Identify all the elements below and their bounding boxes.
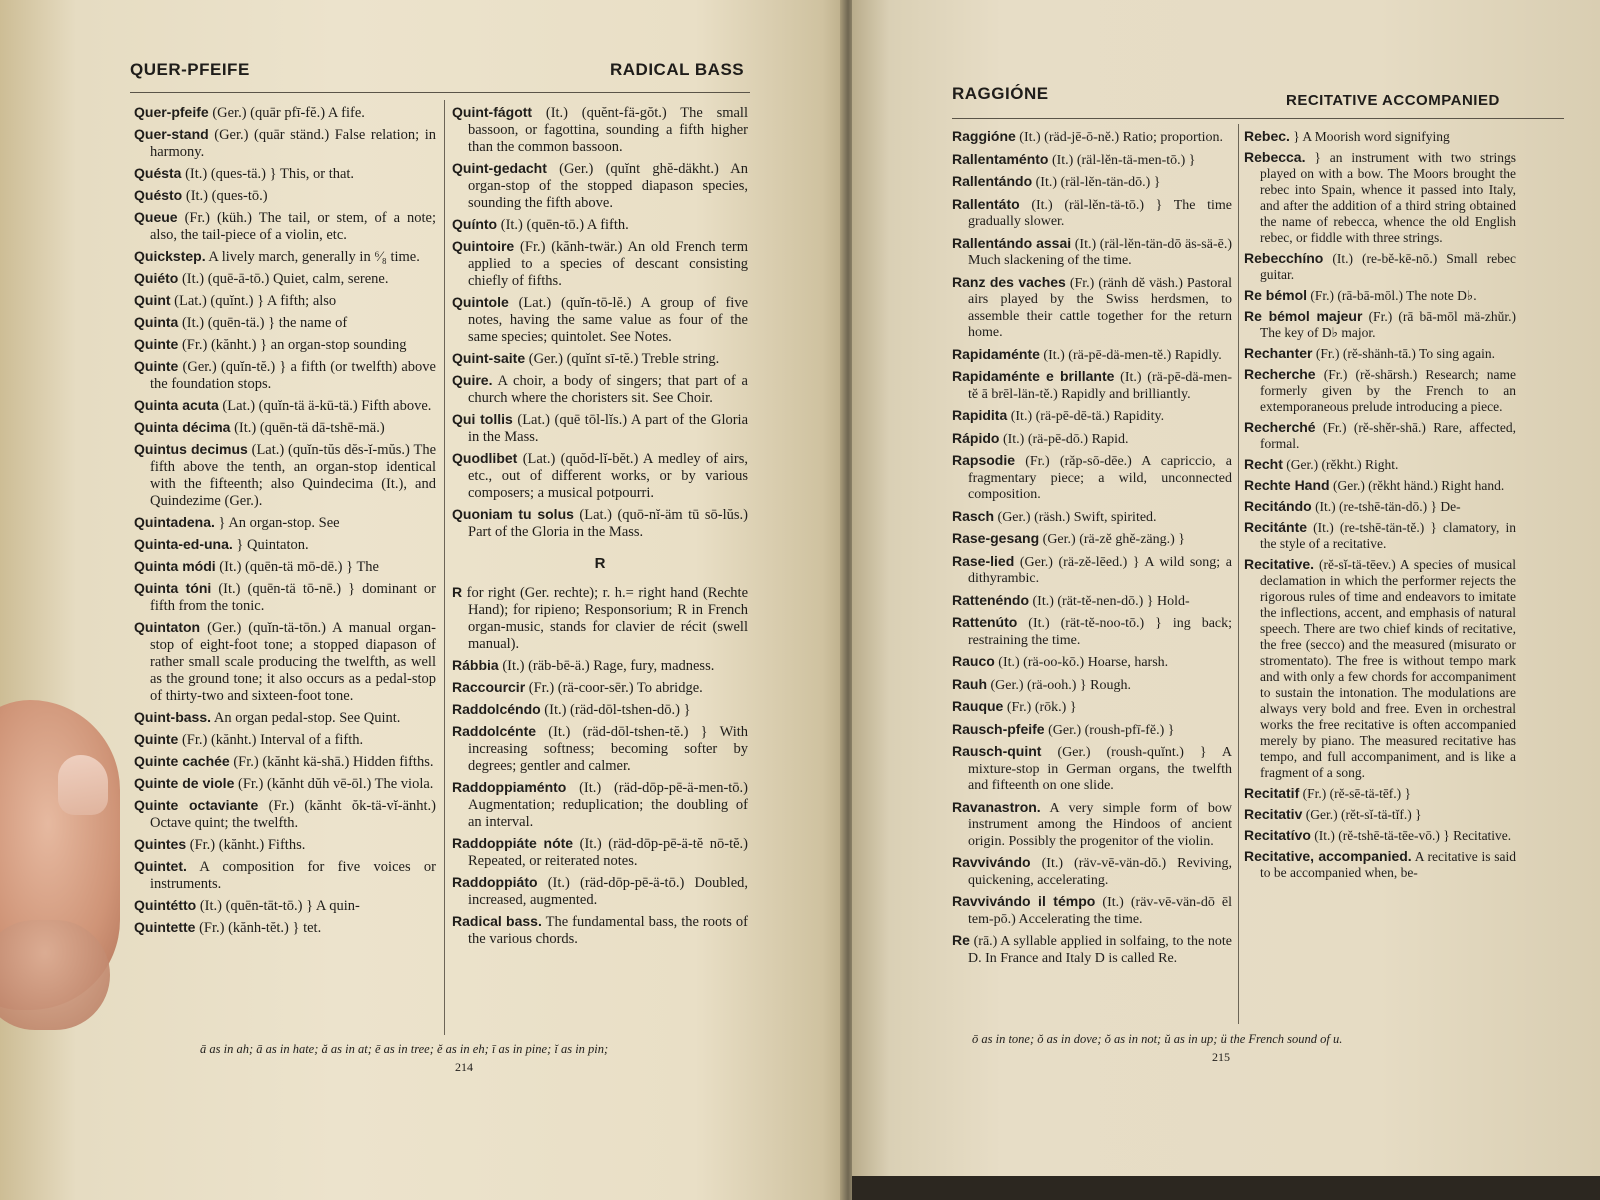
entry-headword: Ravvivándo (952, 854, 1031, 870)
entry-definition: (Ger.) (roush-quĭnt.) } A mixture-stop in German organs, the twelfth and fifteenth on one slide. (968, 745, 1232, 793)
entry-definition: for right (Ger. rechte); r. h.= right hand (Rechte Hand); for ripieno; Responsorium; R in French organ-music, stands for clavier de récit (swell manual). (466, 585, 748, 652)
entry-headword: R (452, 584, 463, 600)
entry-definition: (Lat.) (quĭn-tŭs dĕs-ĭ-mŭs.) The fifth above the tenth, an organ-stop identical with the fifteenth; also Quindecima (It.), and Quindezime (Ger.). (150, 442, 436, 509)
entry-definition: (Lat.) (quĭn-tō-lĕ.) A group of five notes, having the same value as four of the same species; quintolet. See Notes. (468, 295, 748, 345)
entry-headword: Quint-fágott (452, 104, 533, 120)
dictionary-entry (1244, 366, 1516, 415)
dictionary-entry (452, 913, 748, 948)
entry-definition: (Ger.) (quār pfī-fĕ.) A fife. (212, 105, 365, 121)
entry-definition: (Ger.) (rä-zĕ-lēed.) } A wild song; a dithyrambic. (968, 554, 1232, 586)
entry-headword: Quintus decimus (134, 441, 248, 457)
entry-definition: } An organ-stop. See (218, 515, 340, 531)
dictionary-entry (452, 584, 748, 653)
entry-definition: (Lat.) (quĭn-tä ä-kū-tä.) Fifth above. (222, 398, 432, 414)
left-pronunciation-key: ā as in ah; ā as in hate; ă as in at; ē as in tree; ĕ as in eh; ī as in pine; ĭ as in pin; (200, 1042, 609, 1056)
dictionary-entry (952, 173, 1232, 192)
dictionary-entry (952, 151, 1232, 170)
right-column-2 (1244, 128, 1516, 1023)
dictionary-entry (452, 506, 748, 541)
entry-definition: (Fr.) (rōk.) } (1006, 700, 1077, 715)
entry-definition: (Fr.) (răp-sō-dēe.) A capriccio, a fragmentary piece; a wild, unconnected composition. (968, 454, 1232, 502)
entry-definition: (Ger.) (rĕkht händ.) Right hand. (1332, 478, 1505, 493)
entry-headword: Quint-gedacht (452, 160, 547, 176)
entry-definition: (Ger.) (quĭnt sī-tĕ.) Treble string. (528, 351, 720, 367)
dictionary-entry (952, 553, 1232, 588)
entry-headword: Raggióne (952, 128, 1016, 144)
left-column-2 (452, 104, 748, 1034)
left-running-head-left: QUER-PFEIFE (130, 60, 250, 79)
entry-headword: Ravvivándo il témpo (952, 893, 1096, 909)
entry-headword: Quinta tóni (134, 580, 212, 596)
entry-definition: (Ger.) (quĭn-tĕ.) } a fifth (or twelfth) above the foundation stops. (150, 359, 436, 392)
entry-definition: } an instrument with two strings played on with a bow. The Moors brought the rebec into Spain, whence it passed into Italy, and after the addition of a third string obtained the name of rebecca, whence the old English rebec, or fiddle with three strings. (1260, 150, 1516, 245)
dictionary-entry (952, 592, 1232, 611)
entry-definition: (It.) (räl-lĕn-tän-dō.) } (1035, 175, 1161, 190)
entry-definition: (Lat.) (quŏd-lĭ-bĕt.) A medley of airs, etc., out of different works, or by various composers; a musical potpourri. (468, 451, 748, 501)
entry-definition: (It.) (rä-pē-dē-tä.) Rapidity. (1010, 409, 1165, 424)
entry-definition: (Ger.) (rä-ooh.) } Rough. (990, 677, 1131, 693)
entry-headword: Recitative, accompanied. (1244, 848, 1412, 864)
entry-definition: (It.) (quĕnt-fä-gŏt.) The small bassoon, or fagottina, sounding a fifth higher than the common bassoon. (468, 105, 748, 155)
entry-definition: (Fr.) (rĕ-sē-tä-tēf.) } (1302, 786, 1412, 801)
dictionary-entry (952, 854, 1232, 889)
dictionary-entry (452, 160, 748, 212)
entry-definition: (Ger.) (rĕkht.) Right. (1286, 457, 1399, 472)
entry-definition: (Ger.) (quĭn-tä-tōn.) A manual organ-stop of eight-foot tone; a stopped diapason of rather small scale producing the twelfth, as well as the ground tone; it also occurs as a pedal-stop of thirty-two and sixteen-foot tone. (150, 620, 436, 704)
entry-headword: Quer-stand (134, 126, 209, 142)
entry-headword: Recitatif (1244, 785, 1300, 801)
dictionary-entry (952, 676, 1232, 695)
entry-headword: Quire. (452, 372, 493, 388)
dictionary-entry (134, 897, 436, 915)
entry-headword: Quínto (452, 216, 498, 232)
dictionary-entry (452, 874, 748, 909)
entry-headword: Qui tollis (452, 411, 513, 427)
dictionary-entry (452, 679, 748, 697)
entry-definition: (Ger.) (rĕt-sĭ-tä-tĭf.) } (1305, 807, 1422, 822)
entry-definition: (Fr.) (kănh-twär.) An old French term applied to a species of descant consisting chiefly of fifths. (468, 239, 748, 289)
right-column-1 (952, 128, 1232, 1023)
entry-definition: (Fr.) (kănht dŭh vē-ōl.) The viola. (237, 776, 434, 792)
entry-definition: A choir, a body of singers; that part of a church where the choristers sit. See Choir. (468, 373, 748, 406)
entry-definition: (It.) (räb-bē-ä.) Rage, fury, madness. (502, 658, 715, 674)
entry-headword: Recht (1244, 456, 1283, 472)
entry-definition: (Fr.) (kănht ŏk-tä-vĭ-änht.) Octave quint; the twelfth. (150, 798, 436, 831)
entry-headword: Rase-lied (952, 552, 1015, 569)
dictionary-entry (134, 858, 436, 893)
dictionary-entry (1244, 848, 1516, 881)
dictionary-entry (1244, 287, 1516, 304)
entry-headword: Rapidaménte (952, 345, 1040, 362)
dictionary-entry (952, 407, 1232, 426)
entry-headword: Rebec. (1244, 128, 1290, 144)
dictionary-entry (452, 657, 748, 675)
entry-definition: (It.) (rät-tĕ-nen-dō.) } Hold- (1032, 593, 1190, 609)
dictionary-entry (452, 372, 748, 407)
entry-headword: Recherché (1244, 419, 1316, 435)
entry-definition: (Fr.) (rĕ-shänh-tā.) To sing again. (1315, 346, 1495, 361)
dictionary-entry (952, 893, 1232, 928)
dictionary-entry (134, 270, 436, 288)
dictionary-entry (952, 452, 1232, 504)
section-letter: R (594, 555, 606, 572)
entry-definition: (It.) (räd-dōl-tshen-tĕ.) } With increasing softness; becoming softer by degrees; gentler and calmer. (468, 724, 748, 774)
entry-definition: A very simple form of bow instrument among the Hindoos of ancient origin. Possibly the progenitor of the violin. (968, 800, 1232, 849)
entry-definition: (It.) (re-tshē-tän-dō.) } De- (1315, 499, 1461, 514)
entry-headword: Rallentándo assai (952, 234, 1072, 251)
entry-headword: Rauco (952, 653, 995, 669)
entry-definition: (It.) (quēn-tä mō-dē.) } The (219, 559, 379, 575)
entry-headword: Quinte de viole (134, 775, 235, 791)
dictionary-entry (452, 104, 748, 156)
dictionary-entry (452, 835, 748, 870)
entry-headword: Re (952, 932, 970, 948)
dictionary-entry (1244, 456, 1516, 473)
entry-headword: Raddolcénte (452, 723, 537, 739)
entry-headword: Quint-saite (452, 350, 526, 366)
entry-definition: } Quintaton. (236, 537, 309, 553)
dictionary-entry (1244, 498, 1516, 515)
dictionary-entry (1244, 556, 1516, 781)
dictionary-entry (134, 709, 436, 727)
entry-definition: (It.) (rä-pē-dō.) Rapid. (1002, 431, 1129, 447)
entry-definition: (It.) (quēn-tō.) A fifth. (500, 217, 629, 233)
dictionary-entry (1244, 419, 1516, 452)
dictionary-entry (134, 836, 436, 854)
entry-headword: Rattenúto (952, 614, 1018, 630)
dictionary-entry (452, 701, 748, 719)
entry-headword: Quinte octaviante (134, 797, 259, 813)
entry-headword: Rausch-quint (952, 743, 1042, 759)
entry-definition: (Ger.) (rä-zĕ ghĕ-zäng.) } (1042, 532, 1186, 547)
entry-headword: Rábbia (452, 657, 499, 673)
entry-headword: Rallentándo (952, 173, 1033, 189)
entry-definition: (It.) (räl-lĕn-tän-dō äs-sä-ē.) Much slackening of the time. (968, 236, 1232, 268)
dictionary-entry (952, 508, 1232, 527)
dictionary-entry (952, 274, 1232, 342)
entry-headword: Quinta (134, 314, 179, 330)
dictionary-entry (452, 411, 748, 446)
entry-definition: (Fr.) (kănht kä-shā.) Hidden fifths. (233, 754, 434, 770)
dictionary-entry (134, 580, 436, 615)
dictionary-entry (134, 336, 436, 354)
entry-definition: (It.) (räd-dōp-pē-ä-tĕ nō-tĕ.) Repeated, or reiterated notes. (468, 836, 748, 869)
right-pronunciation-key: ō as in tone; ŏ as in dove; ŏ as in not; ŭ as in up; ü the French sound of u. (972, 1032, 1343, 1046)
entry-definition: (It.) (quēn-tä.) } the name of (181, 315, 348, 331)
dictionary-entry (1244, 308, 1516, 341)
dictionary-entry (952, 128, 1232, 147)
dictionary-entry (952, 235, 1232, 270)
entry-headword: Recitatívo (1244, 827, 1311, 843)
thumbnail (58, 755, 108, 815)
dictionary-entry (1244, 250, 1516, 283)
entry-headword: Recitánte (1244, 519, 1308, 535)
right-running-head-left: RAGGIÓNE (952, 84, 1049, 103)
entry-definition: (It.) (rä-oo-kō.) Hoarse, harsh. (998, 655, 1169, 670)
entry-definition: (Fr.) (rä-coor-sēr.) To abridge. (528, 680, 703, 696)
dictionary-entry (452, 294, 748, 346)
entry-headword: Re bémol majeur (1244, 308, 1363, 324)
entry-headword: Quintaton (134, 619, 201, 635)
entry-definition: (It.) (räd-dōl-tshen-dō.) } (544, 702, 691, 718)
entry-definition: (Lat.) (quō-nĭ-äm tū sō-lŭs.) Part of the Gloria in the Mass. (468, 507, 748, 540)
entry-headword: Quickstep. (134, 248, 206, 264)
entry-headword: Quinta décima (134, 419, 231, 435)
entry-definition: (Ger.) (räsh.) Swift, spirited. (997, 509, 1157, 525)
entry-definition: (rā.) A syllable applied in solfaing, to the note D. In France and Italy D is called Re. (968, 934, 1232, 966)
entry-headword: Quint-bass. (134, 709, 212, 725)
entry-definition: (Fr.) (ränh dĕ väsh.) Pastoral airs played by the Swiss herdsmen, to assemble their cattle together for the return home. (968, 275, 1232, 340)
dictionary-entry (134, 165, 436, 183)
entry-headword: Recitative. (1244, 556, 1315, 572)
entry-headword: Recitándo (1244, 498, 1312, 514)
entry-definition: (It.) (quēn-tä dā-tshē-mä.) (234, 420, 385, 436)
entry-headword: Quinta módi (134, 558, 216, 574)
entry-definition: (rĕ-sĭ-tä-tēev.) A species of musical declamation in which the performer rejects the rigorous rules of time and endeavors to imitate the inflections, accent, and emphasis of natural speech. There are two chief kinds of recitative, the free (secco) and the measured (misurato or stromentato). The free is without tempo mark and with only a few chords for accompaniment to sustain the intonation. The modulations are always very bold and free. Even in orchestral works the free recitative is often accompanied merely by piano. The measured recitative has tempo, and full accompaniment, and is like a fragment of a song. (1260, 557, 1516, 780)
entry-headword: Queue (134, 209, 178, 225)
dictionary-entry (1244, 785, 1516, 802)
left-header-rule (130, 92, 750, 93)
entry-headword: Rattenéndo (952, 591, 1029, 608)
entry-headword: Quintette (134, 919, 196, 935)
left-column-divider (444, 100, 445, 1035)
entry-definition: (It.) (räd-dōp-pē-ä-tō.) Doubled, increased, augmented. (468, 875, 748, 908)
dictionary-entry (134, 919, 436, 937)
entry-definition: The fundamental bass, the roots of the various chords. (468, 914, 748, 947)
dictionary-entry (1244, 519, 1516, 552)
entry-headword: Rapidaménte e brillante (952, 368, 1115, 384)
dictionary-entry (134, 536, 436, 554)
right-page (852, 0, 1600, 1176)
entry-headword: Rallentáto (952, 195, 1020, 212)
entry-headword: Rebecchíno (1244, 250, 1324, 266)
entry-headword: Quer-pfeife (134, 104, 209, 120)
entry-definition: (It.) (räv-vē-vän-dō.) Reviving, quickening, accelerating. (968, 856, 1232, 888)
dictionary-entry (134, 209, 436, 244)
entry-definition: (Ger.) (quār ständ.) False relation; in harmony. (150, 127, 436, 160)
entry-headword: Quinte (134, 358, 179, 374)
dictionary-entry (1244, 477, 1516, 494)
entry-definition: (It.) (re-tshē-tän-tĕ.) } clamatory, in the style of a recitative. (1260, 520, 1516, 551)
dictionary-entry (452, 779, 748, 831)
entry-headword: Raccourcir (452, 679, 526, 695)
right-header-rule (952, 118, 1564, 119)
dictionary-entry (952, 932, 1232, 967)
entry-headword: Rasch (952, 507, 995, 524)
entry-definition: (Ger.) (roush-pfī-fĕ.) } (1048, 722, 1175, 738)
entry-definition: (It.) (quēn-tä tō-nē.) } dominant or fifth from the tonic. (150, 581, 436, 614)
entry-headword: Recitativ (1244, 806, 1303, 822)
entry-headword: Quinta-ed-una. (134, 536, 233, 552)
entry-headword: Quinta acuta (134, 397, 219, 413)
dictionary-entry (952, 743, 1232, 795)
left-page-number: 214 (455, 1060, 473, 1074)
entry-definition: (Fr.) (küh.) The tail, or stem, of a note; also, the tail-piece of a violin, etc. (150, 210, 436, 243)
dictionary-entry (134, 104, 436, 122)
entry-definition: (It.) (rä-pē-dä-men-tĕ ā brēl-län-tĕ.) Rapidly and brilliantly. (968, 370, 1232, 402)
dictionary-entry (952, 614, 1232, 649)
entry-headword: Quoniam tu solus (452, 506, 574, 522)
entry-headword: Re bémol (1244, 287, 1308, 303)
entry-definition: (It.) (rä-pē-dä-men-tĕ.) Rapidly. (1043, 347, 1222, 363)
right-running-head-right: RECITATIVE ACCOMPANIED (1286, 92, 1500, 109)
entry-headword: Rase-gesang (952, 530, 1040, 546)
entry-definition: (It.) (ques-tä.) } This, or that. (185, 166, 355, 182)
entry-definition: (Fr.) (kănht.) Fifths. (189, 837, 306, 853)
dictionary-entry (1244, 149, 1516, 246)
entry-definition: (Ger.) (quĭnt ghĕ-däkht.) An organ-stop of the stopped diapason species, sounding the fifth above. (468, 161, 748, 211)
dictionary-entry (452, 450, 748, 502)
entry-headword: Raddoppiáto (452, 874, 538, 890)
right-column-divider (1238, 124, 1239, 1024)
entry-definition: (It.) (räv-vē-vän-dō ēl tem-pō.) Accelerating the time. (968, 895, 1232, 927)
entry-definition: (It.) (rĕ-tshē-tä-tēe-vō.) } Recitative. (1314, 828, 1512, 843)
entry-headword: Quinte (134, 336, 179, 352)
entry-headword: Rápido (952, 429, 1000, 446)
dictionary-entry (952, 196, 1232, 231)
dictionary-entry (952, 430, 1232, 449)
entry-definition: (It.) (rät-tĕ-noo-tō.) } ing back; restraining the time. (968, 616, 1232, 648)
dictionary-entry (134, 731, 436, 749)
entry-headword: Quintoire (452, 238, 515, 254)
dictionary-entry (952, 368, 1232, 403)
entry-headword: Quintadena. (134, 514, 215, 530)
dictionary-entry (952, 653, 1232, 672)
entry-headword: Quodlibet (452, 450, 518, 466)
entry-headword: Quintétto (134, 897, 197, 913)
entry-definition: (Lat.) (quĭnt.) } A fifth; also (174, 293, 337, 309)
dictionary-entry (952, 721, 1232, 740)
entry-headword: Rallentaménto (952, 150, 1049, 167)
dictionary-entry (134, 775, 436, 793)
dictionary-entry (134, 187, 436, 205)
entry-definition: (Fr.) (kănht.) Interval of a fifth. (181, 732, 364, 748)
entry-headword: Quinte cachée (134, 753, 230, 769)
left-column-1 (134, 104, 436, 1034)
dictionary-entry (1244, 827, 1516, 844)
entry-headword: Rechte Hand (1244, 477, 1330, 493)
dictionary-entry (952, 530, 1232, 549)
entry-definition: (It.) (räl-lĕn-tä-tō.) } The time gradually slower. (968, 197, 1232, 229)
dictionary-entry (1244, 128, 1516, 145)
left-running-head-right: RADICAL BASS (610, 60, 745, 79)
entry-headword: Rausch-pfeife (952, 720, 1045, 737)
dictionary-entry (134, 797, 436, 832)
dictionary-entry (134, 619, 436, 705)
entry-definition: (It.) (quē-ā-tō.) Quiet, calm, serene. (181, 271, 389, 287)
entry-headword: Ravanastron. (952, 798, 1041, 815)
entry-definition: (It.) (räd-jē-ō-nĕ.) Ratio; proportion. (1019, 130, 1223, 145)
dictionary-entry (1244, 345, 1516, 362)
dictionary-entry (134, 126, 436, 161)
entry-headword: Rebecca. (1244, 149, 1306, 165)
dictionary-entry (452, 238, 748, 290)
entry-headword: Rauh (952, 675, 987, 692)
entry-definition: A composition for five voices or instruments. (150, 859, 436, 892)
dictionary-entry (952, 346, 1232, 365)
dictionary-entry (452, 723, 748, 775)
dictionary-entry (134, 292, 436, 310)
entry-headword: Rapsodie (952, 452, 1016, 468)
entry-definition: (Fr.) (rā bā-mōl mä-zhŭr.) The key of D♭ major. (1260, 309, 1516, 340)
entry-headword: Radical bass. (452, 913, 542, 929)
entry-headword: Rapidita (952, 407, 1008, 423)
entry-definition: (It.) (räd-dōp-pē-ä-men-tō.) Augmentation; reduplication; the doubling of an interval. (468, 780, 748, 830)
entry-headword: Raddoppiaménto (452, 779, 567, 795)
entry-definition: A lively march, generally in ⁶⁄₈ time. (208, 249, 420, 265)
dictionary-entry (452, 350, 748, 368)
entry-headword: Quiéto (134, 270, 179, 286)
entry-definition: (Fr.) (kănh-tĕt.) } tet. (199, 920, 322, 936)
entry-definition: An organ pedal-stop. See Quint. (213, 710, 401, 726)
entry-headword: Quésta (134, 165, 182, 181)
entry-definition: (It.) (räl-lĕn-tä-men-tō.) } (1051, 152, 1196, 168)
entry-headword: Rechanter (1244, 345, 1313, 361)
finger (0, 920, 110, 1030)
entry-definition: (Fr.) (rĕ-shārsh.) Research; name formerly given by the French to an extemporaneous prelude introducing a piece. (1260, 367, 1516, 414)
entry-definition: (Fr.) (rā-bā-mōl.) The note D♭. (1310, 288, 1477, 303)
entry-headword: Recherche (1244, 366, 1316, 382)
dictionary-entry (134, 314, 436, 332)
dictionary-entry (134, 397, 436, 415)
dictionary-entry (134, 753, 436, 771)
dictionary-entry (452, 216, 748, 234)
entry-headword: Rauque (952, 698, 1004, 714)
entry-headword: Quintes (134, 836, 187, 852)
dictionary-entry (134, 419, 436, 437)
entry-headword: Quinte (134, 731, 179, 747)
entry-definition: } A Moorish word signifying (1293, 129, 1450, 144)
entry-definition: (Lat.) (quē tōl-lĭs.) A part of the Gloria in the Mass. (468, 412, 748, 445)
dictionary-entry (1244, 806, 1516, 823)
dictionary-entry (952, 799, 1232, 851)
entry-definition: (It.) (quēn-tāt-tō.) } A quin- (199, 898, 360, 914)
entry-definition: (Fr.) (kănht.) } an organ-stop sounding (181, 337, 407, 353)
entry-definition: A recitative is said to be accompanied when, be- (1260, 849, 1516, 880)
entry-headword: Quintole (452, 294, 509, 310)
entry-headword: Quint (134, 292, 171, 308)
entry-definition: (It.) (re-bĕ-kē-nō.) Small rebec guitar. (1260, 251, 1516, 282)
entry-definition: (It.) (ques-tō.) (185, 188, 268, 204)
dictionary-entry (134, 441, 436, 510)
dictionary-entry (952, 698, 1232, 717)
dictionary-entry (134, 514, 436, 532)
entry-headword: Raddolcéndo (452, 701, 541, 717)
dictionary-entry (134, 358, 436, 393)
entry-definition: (Fr.) (rĕ-shĕr-shā.) Rare, affected, formal. (1260, 420, 1516, 451)
right-page-number: 215 (1212, 1050, 1230, 1064)
entry-headword: Quintet. (134, 858, 187, 874)
dictionary-entry (134, 558, 436, 576)
entry-headword: Raddoppiáte nóte (452, 835, 574, 851)
entry-headword: Ranz des vaches (952, 273, 1066, 290)
dictionary-entry (134, 248, 436, 266)
entry-headword: Quésto (134, 187, 183, 203)
table-surface (852, 1176, 1600, 1200)
